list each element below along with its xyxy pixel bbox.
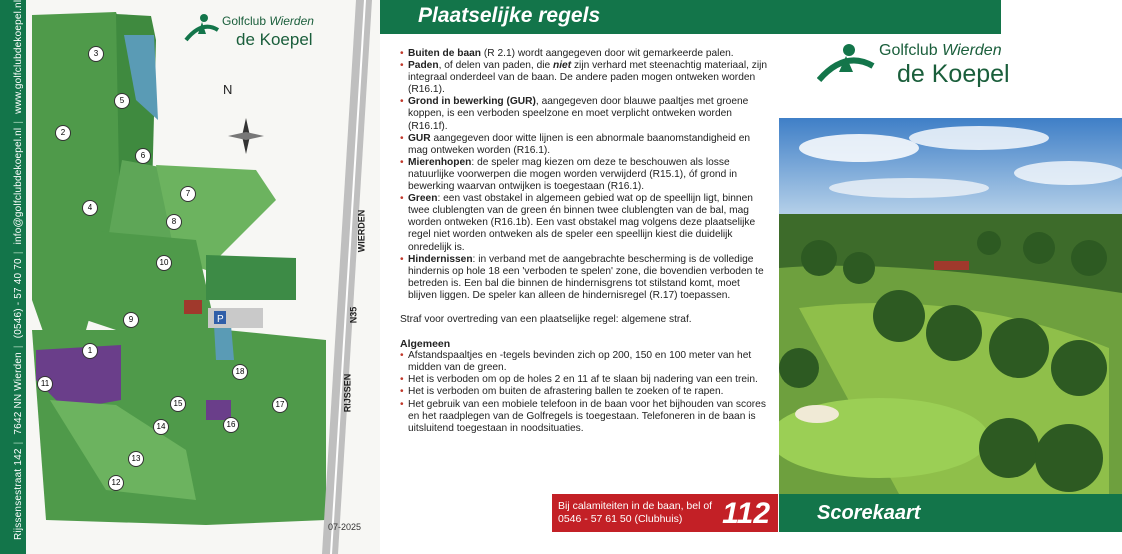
postcode: 7642 NN Wierden bbox=[13, 352, 24, 435]
general-item: • Het gebruik van een mobiele telefoon in de baan voor het bijhouden van scores en het raadplegen van de Golfregels is toegestaan. Telefoneren in de baan is uitsluitend toegestaan in noodsituaties. bbox=[400, 399, 770, 435]
logo-golfclub: Golfclub bbox=[879, 42, 938, 59]
hole-marker-7: 7 bbox=[180, 186, 196, 202]
parking-label: P bbox=[217, 314, 224, 325]
website: www.golfclubdekoepel.nl bbox=[13, 0, 24, 114]
cover-logo bbox=[817, 40, 1057, 88]
cover-top-bar bbox=[779, 0, 1001, 34]
rules-panel bbox=[380, 0, 779, 554]
course-aerial-photo bbox=[779, 118, 1122, 494]
pond-central bbox=[214, 325, 234, 360]
logo-dekoepel: de Koepel bbox=[897, 60, 1010, 88]
road-label-rijssen: RIJSSEN bbox=[342, 373, 353, 413]
scorekaart-label: Scorekaart bbox=[817, 502, 921, 524]
email: info@golfclubdekoepel.nl bbox=[13, 127, 24, 245]
hole-marker-4: 4 bbox=[82, 200, 98, 216]
general-item: • Afstandspaaltjes en -tegels bevinden zich op 200, 150 en 100 meter van het midden van de green. bbox=[400, 350, 770, 374]
map-date: 07-2025 bbox=[328, 522, 362, 532]
phone: (0546) - 57 40 70 bbox=[13, 258, 24, 339]
address: Rijssensestraat 142 bbox=[13, 448, 24, 540]
clubhouse bbox=[184, 300, 202, 314]
general-list bbox=[400, 350, 770, 435]
hole-marker-12: 12 bbox=[108, 475, 124, 491]
rule-item: • Mierenhopen: de speler mag kiezen om deze te beschouwen als losse natuurlijke voorwerpen die mogen worden verwijderd (R15.1), óf grond in bewerking waarvan ontwijken is toegestaan (R16.1). bbox=[400, 157, 770, 193]
hole-marker-14: 14 bbox=[153, 419, 169, 435]
map-logo bbox=[184, 10, 324, 50]
hole-marker-3: 3 bbox=[88, 46, 104, 62]
rules-header bbox=[380, 0, 779, 34]
hole-marker-13: 13 bbox=[128, 451, 144, 467]
logo-wierden: Wierden bbox=[269, 14, 314, 28]
course-map-panel bbox=[0, 0, 380, 554]
hole-marker-2: 2 bbox=[55, 125, 71, 141]
rule-item: • Paden, of delen van paden, die niet zijn verhard met steenachtig materiaal, zijn integraal onderdeel van de baan. De andere paden mogen ontweken worden (R16.1). bbox=[400, 60, 770, 96]
rule-item: • Green: een vast obstakel in algemeen gebied wat op de speellijn ligt, binnen twee clublengten van de green én binnen twee clublengten van de bal, mag worden ontweken (R16.1b). Een vast obstakel mag volgens deze plaatselijke regel niet worden ontweken als de speler een speellijn kiest die duidelijk onredelijk is. bbox=[400, 193, 770, 253]
general-item: • Het is verboden om buiten de afrastering ballen te zoeken of te rapen. bbox=[400, 386, 770, 398]
hole-marker-9: 9 bbox=[123, 312, 139, 328]
penalty-text: Straf voor overtreding van een plaatselijke regel: algemene straf. bbox=[400, 313, 692, 325]
hole-marker-16: 16 bbox=[223, 417, 239, 433]
rule-item: • Grond in bewerking (GUR), aangegeven door blauwe paaltjes met groene koppen, is een verboden speelzone en moet verplicht ontweken worden (R16.1f). bbox=[400, 96, 770, 132]
emergency-number: 112 bbox=[722, 497, 770, 530]
hole-marker-15: 15 bbox=[170, 396, 186, 412]
contact-text: Rijssensestraat 142| 7642 NN Wierden| (0546) - 57 40 70| info@golfclubdekoepel.nl| www.golfclubdekoepel.nl bbox=[13, 0, 24, 540]
hole-marker-11: 11 bbox=[37, 376, 53, 392]
general-item: • Het is verboden om op de holes 2 en 11 af te slaan bij nadering van een trein. bbox=[400, 374, 770, 386]
scorekaart-banner bbox=[779, 494, 1122, 532]
practice-area bbox=[206, 255, 296, 300]
logo-wierden: Wierden bbox=[942, 42, 1002, 59]
course-map bbox=[26, 0, 380, 554]
rules-body bbox=[400, 48, 770, 435]
hole-marker-6: 6 bbox=[135, 148, 151, 164]
emergency-text: Bij calamiteiten in de baan, bel of 0546 - 57 61 50 (Clubhuis) bbox=[558, 500, 713, 525]
hole-marker-1: 1 bbox=[82, 343, 98, 359]
rule-item: • GUR aangegeven door witte lijnen is een abnormale baanomstandigheid en mag ontweken worden (R16.1). bbox=[400, 133, 770, 157]
hole-marker-17: 17 bbox=[272, 397, 288, 413]
road-label-n35: N35 bbox=[348, 306, 359, 324]
rule-item: • Buiten de baan (R 2.1) wordt aangegeven door wit gemarkeerde palen. bbox=[400, 48, 770, 60]
golfer-logo-icon bbox=[817, 40, 875, 86]
logo-dekoepel: de Koepel bbox=[236, 30, 313, 49]
rule-item: • Hindernissen: in verband met de aangebrachte bescherming is de volledige hindernis op hole 18 een 'verboden te spelen' zone, die bovendien verboden te betreden is. Een bal die binnen de hindernisgrens tot stilstand komt, moet blijven liggen. De speler kan alleen de hindernisregel (R.17) toepassen. bbox=[400, 254, 770, 302]
hole-marker-10: 10 bbox=[156, 255, 172, 271]
contact-strip bbox=[0, 0, 26, 554]
golfer-logo-icon bbox=[184, 10, 220, 46]
hole-marker-5: 5 bbox=[114, 93, 130, 109]
fairway-area-middle bbox=[86, 230, 216, 340]
road-label-wierden: WIERDEN bbox=[356, 209, 367, 253]
cover-panel bbox=[779, 0, 1122, 554]
rules-list bbox=[400, 48, 770, 302]
logo-golfclub: Golfclub bbox=[222, 14, 267, 28]
general-heading: Algemeen bbox=[400, 338, 451, 351]
rules-title: Plaatselijke regels bbox=[418, 4, 601, 27]
hole-marker-18: 18 bbox=[232, 364, 248, 380]
hole-marker-8: 8 bbox=[166, 214, 182, 230]
compass-north-label: N bbox=[223, 82, 233, 97]
emergency-box bbox=[552, 494, 778, 532]
